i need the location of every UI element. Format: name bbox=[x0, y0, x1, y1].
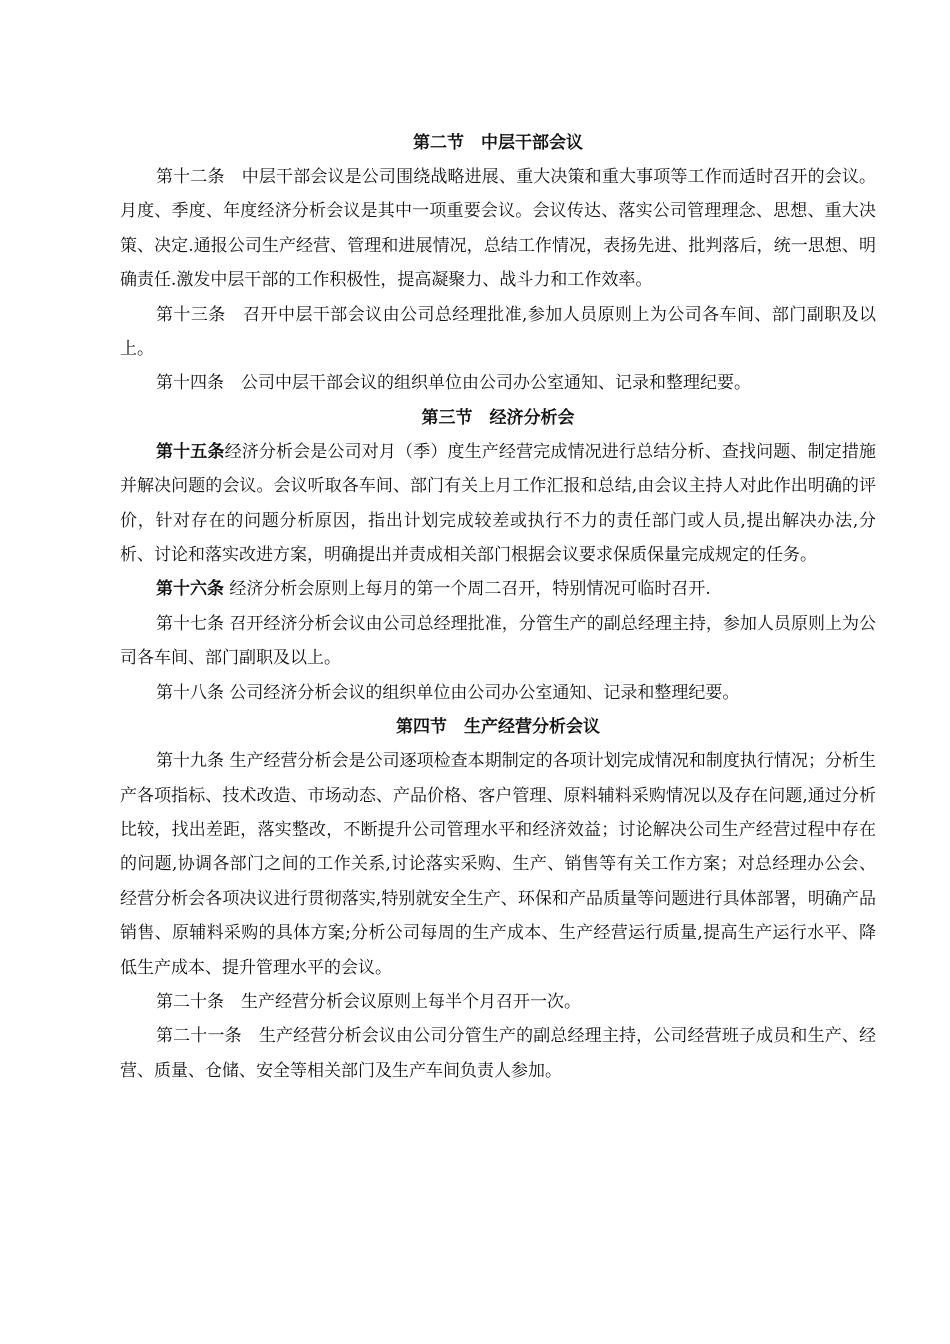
article-text: 生产经营分析会议由公司分管生产的副总经理主持，公司经营班子成员和生产、经营、质量、仓储、安全等相关部门及生产车间负责人参加。 bbox=[120, 1026, 877, 1081]
article-paragraph bbox=[120, 366, 876, 400]
article-label: 第二十一条 bbox=[156, 1026, 242, 1047]
article-label: 第十九条 bbox=[156, 751, 225, 772]
section-heading: 第三节 经济分析会 bbox=[421, 407, 575, 428]
article-paragraph bbox=[120, 435, 876, 573]
document-body bbox=[120, 126, 876, 1088]
article-paragraph bbox=[120, 607, 876, 676]
article-text: 经济分析会原则上每月的第一个周二召开，特别情况可临时召开. bbox=[229, 579, 711, 600]
article-text: 召开经济分析会议由公司总经理批准，分管生产的副总经理主持，参加人员原则上为公司各车间、部门副职及以上。 bbox=[120, 613, 877, 669]
article-text: 召开中层干部会议由公司总经理批准,参加人员原则上为公司各车间、部门副职及以上。 bbox=[120, 304, 877, 360]
article-text: 经济分析会是公司对月（季）度生产经营完成情况进行总结分析、查找问题、制定措施并解决问题的会议。会议听取各车间、部门有关上月工作汇报和总结,由会议主持人对此作出明确的评价，针对存在的问题分析原因，指出计划完成较差或执行不力的责任部门或人员,提出解决办法,分析、讨论和落实改进方案，明确提出并责成相关部门根据会议要求保质保量完成规定的任务。 bbox=[120, 441, 877, 566]
article-paragraph bbox=[120, 572, 876, 606]
article-paragraph bbox=[120, 676, 876, 710]
article-label: 第十五条 bbox=[156, 441, 225, 462]
article-label: 第十七条 bbox=[156, 613, 225, 634]
article-paragraph bbox=[120, 744, 876, 985]
article-text: 中层干部会议是公司围绕战略进展、重大决策和重大事项等工作而适时召开的会议。月度、季度、年度经济分析会议是其中一项重要会议。会议传达、落实公司管理理念、思想、重大决策、决定.通报公司生产经营、管理和进展情况，总结工作情况，表扬先进、批判落后，统一思想、明确责任.激发中层干部的工作积极性，提高凝聚力、战斗力和工作效率。 bbox=[120, 167, 877, 291]
article-label: 第十二条 bbox=[156, 167, 225, 187]
article-text: 公司经济分析会议的组织单位由公司办公室通知、记录和整理纪要。 bbox=[229, 682, 740, 703]
article-paragraph bbox=[120, 985, 876, 1019]
article-label: 第十八条 bbox=[156, 682, 224, 703]
article-label: 第二十条 bbox=[156, 991, 224, 1012]
article-paragraph bbox=[120, 160, 876, 298]
section-heading: 第四节 生产经营分析会议 bbox=[396, 717, 600, 738]
section-heading: 第二节 中层干部会议 bbox=[413, 133, 583, 153]
article-text: 生产经营分析会议原则上每半个月召开一次。 bbox=[241, 991, 581, 1012]
article-paragraph bbox=[120, 298, 876, 367]
article-label: 第十四条 bbox=[156, 373, 224, 394]
article-label: 第十六条 bbox=[156, 579, 224, 600]
article-label: 第十三条 bbox=[156, 304, 226, 325]
article-paragraph bbox=[120, 1019, 876, 1088]
article-text: 生产经营分析会是公司逐项检查本期制定的各项计划完成情况和制度执行情况；分析生产各项指标、技术改造、市场动态、产品价格、客户管理、原料辅料采购情况以及存在问题,通过分析比较，找出差距，落实整改，不断提升公司管理水平和经济效益；讨论解决公司生产经营过程中存在的问题,协调各部门之间的工作关系,讨论落实采购、生产、销售等有关工作方案；对总经理办公会、经营分析会各项决议进行贯彻落实,特别就安全生产、环保和产品质量等问题进行具体部署，明确产品销售、原辅料采购的具体方案;分析公司每周的生产成本、生产经营运行质量,提高生产运行水平、降低生产成本、提升管理水平的会议。 bbox=[120, 751, 877, 978]
article-text: 公司中层干部会议的组织单位由公司办公室通知、记录和整理纪要。 bbox=[241, 373, 751, 394]
